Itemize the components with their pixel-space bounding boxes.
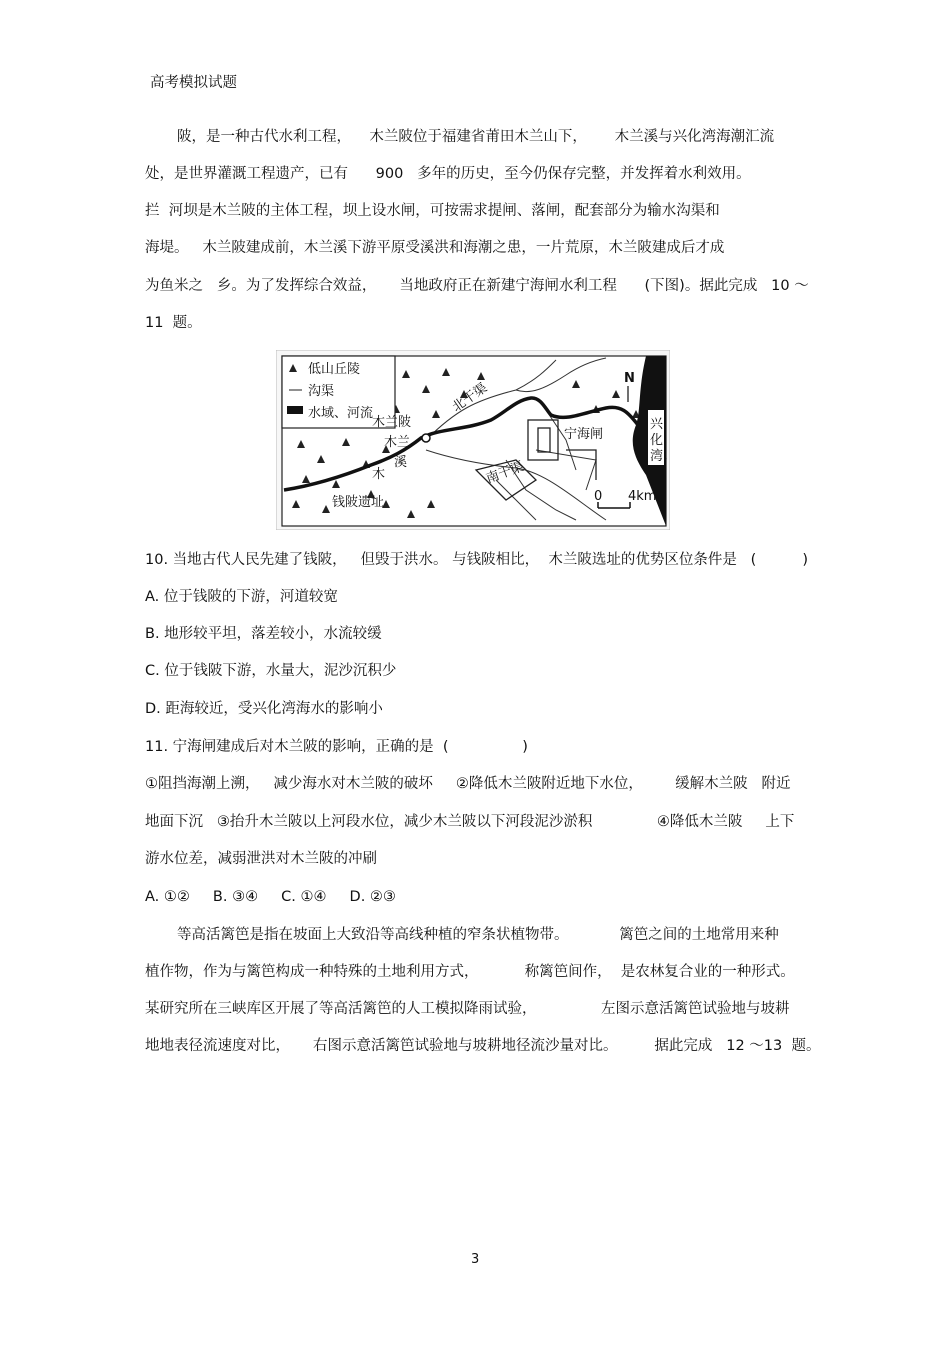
page-header: 高考模拟试题 — [150, 75, 237, 91]
xinghuawan-label-2: 化 — [650, 433, 664, 448]
q11-stem: 11. 宁海闸建成后对木兰陂的影响，正确的是 ( ) — [145, 739, 528, 755]
q10-stem: 10. 当地古代人民先建了钱陂， 但毁于洪水。 与钱陂相比， 木兰陂选址的优势区位条件是 ( ) — [145, 552, 809, 568]
passage2-line-4: 地地表径流速度对比， 右图示意活篱笆试验地与坡耕地径流沙量对比。 据此完成 12 ～13 题。 — [145, 1038, 821, 1054]
q11-line-1: ①阻挡海潮上溯， 减少海水对木兰陂的破坏 ②降低木兰陂附近地下水位， 缓解木兰陂 附近 — [145, 776, 791, 792]
passage1-line-4: 海堤。 木兰陂建成前，木兰溪下游平原受溪洪和海潮之患，一片荒原，木兰陂建成后才成 — [145, 240, 725, 256]
scale-end: 4km — [628, 489, 657, 504]
nanganqu-label: 南干渠 — [484, 459, 527, 487]
passage1-line-3: 拦 河坝是木兰陂的主体工程，坝上设水闸，可按需求提闸、落闸，配套部分为输水沟渠和 — [145, 203, 720, 219]
q10-option-c: C. 位于钱陂下游，水量大，泥沙沉积少 — [145, 663, 397, 679]
passage2-line-2: 植作物，作为与篱笆构成一种特殊的土地利用方式， 称篱笆间作， 是农林复合业的一种形式。 — [145, 964, 795, 980]
legend-hills: 低山丘陵 — [308, 362, 361, 377]
qianpo-label: 钱陂遗址 — [332, 495, 385, 510]
mu-label: 木 — [372, 467, 386, 482]
passage2-line-1: 等高活篱笆是指在坡面上大致沿等高线种植的窄条状植物带。 篱笆之间的土地常用来种 — [177, 927, 779, 943]
legend-water: 水域、河流 — [308, 406, 374, 421]
mulanpo-dot — [422, 434, 430, 442]
q10-option-b: B. 地形较平坦，落差较小，水流较缓 — [145, 626, 382, 642]
mulan-label: 木兰 — [384, 435, 411, 450]
q11-options: A. ①② B. ③④ C. ①④ D. ②③ — [145, 889, 396, 905]
passage1-line-6: 11 题。 — [145, 315, 202, 331]
ninghai-sluice-map — [276, 350, 670, 530]
legend-water-icon — [287, 406, 303, 414]
passage2-line-3: 某研究所在三峡库区开展了等高活篱笆的人工模拟降雨试验， 左图示意活篱笆试验地与坡耕 — [145, 1001, 790, 1017]
xinghuawan-label-1: 兴 — [650, 417, 664, 432]
legend-canal: 沟渠 — [308, 384, 335, 399]
scale-zero: 0 — [594, 489, 603, 504]
xi-label: 溪 — [394, 455, 408, 470]
north-label: N — [624, 371, 635, 386]
q10-option-a: A. 位于钱陂的下游，河道较宽 — [145, 589, 338, 605]
map-svg — [276, 350, 670, 530]
beiganqu-label: 北干渠 — [449, 380, 491, 416]
passage1-line-1: 陂，是一种古代水利工程， 木兰陂位于福建省莆田木兰山下， 木兰溪与兴化湾海潮汇流 — [177, 129, 775, 145]
q10-option-d: D. 距海较近，受兴化湾海水的影响小 — [145, 701, 383, 717]
passage1-line-5: 为鱼米之 乡。为了发挥综合效益， 当地政府正在新建宁海闸水利工程 (下图)。据此完成 10 ～ — [145, 278, 809, 294]
passage1-line-2: 处，是世界灌溉工程遗产，已有 900 多年的历史，至今仍保存完整，并发挥着水利效用。 — [145, 166, 751, 182]
page-number: 3 — [471, 1252, 480, 1267]
mulanpo-label: 木兰陂 — [372, 415, 412, 430]
q11-line-3: 游水位差，减弱泄洪对木兰陂的冲刷 — [145, 851, 377, 867]
ninghaizha-label: 宁海闸 — [564, 427, 604, 442]
xinghuawan-label-3: 湾 — [650, 449, 664, 464]
q11-line-2: 地面下沉 ③抬升木兰陂以上河段水位，减少木兰陂以下河段泥沙淤积 ④降低木兰陂 上下 — [145, 814, 795, 830]
